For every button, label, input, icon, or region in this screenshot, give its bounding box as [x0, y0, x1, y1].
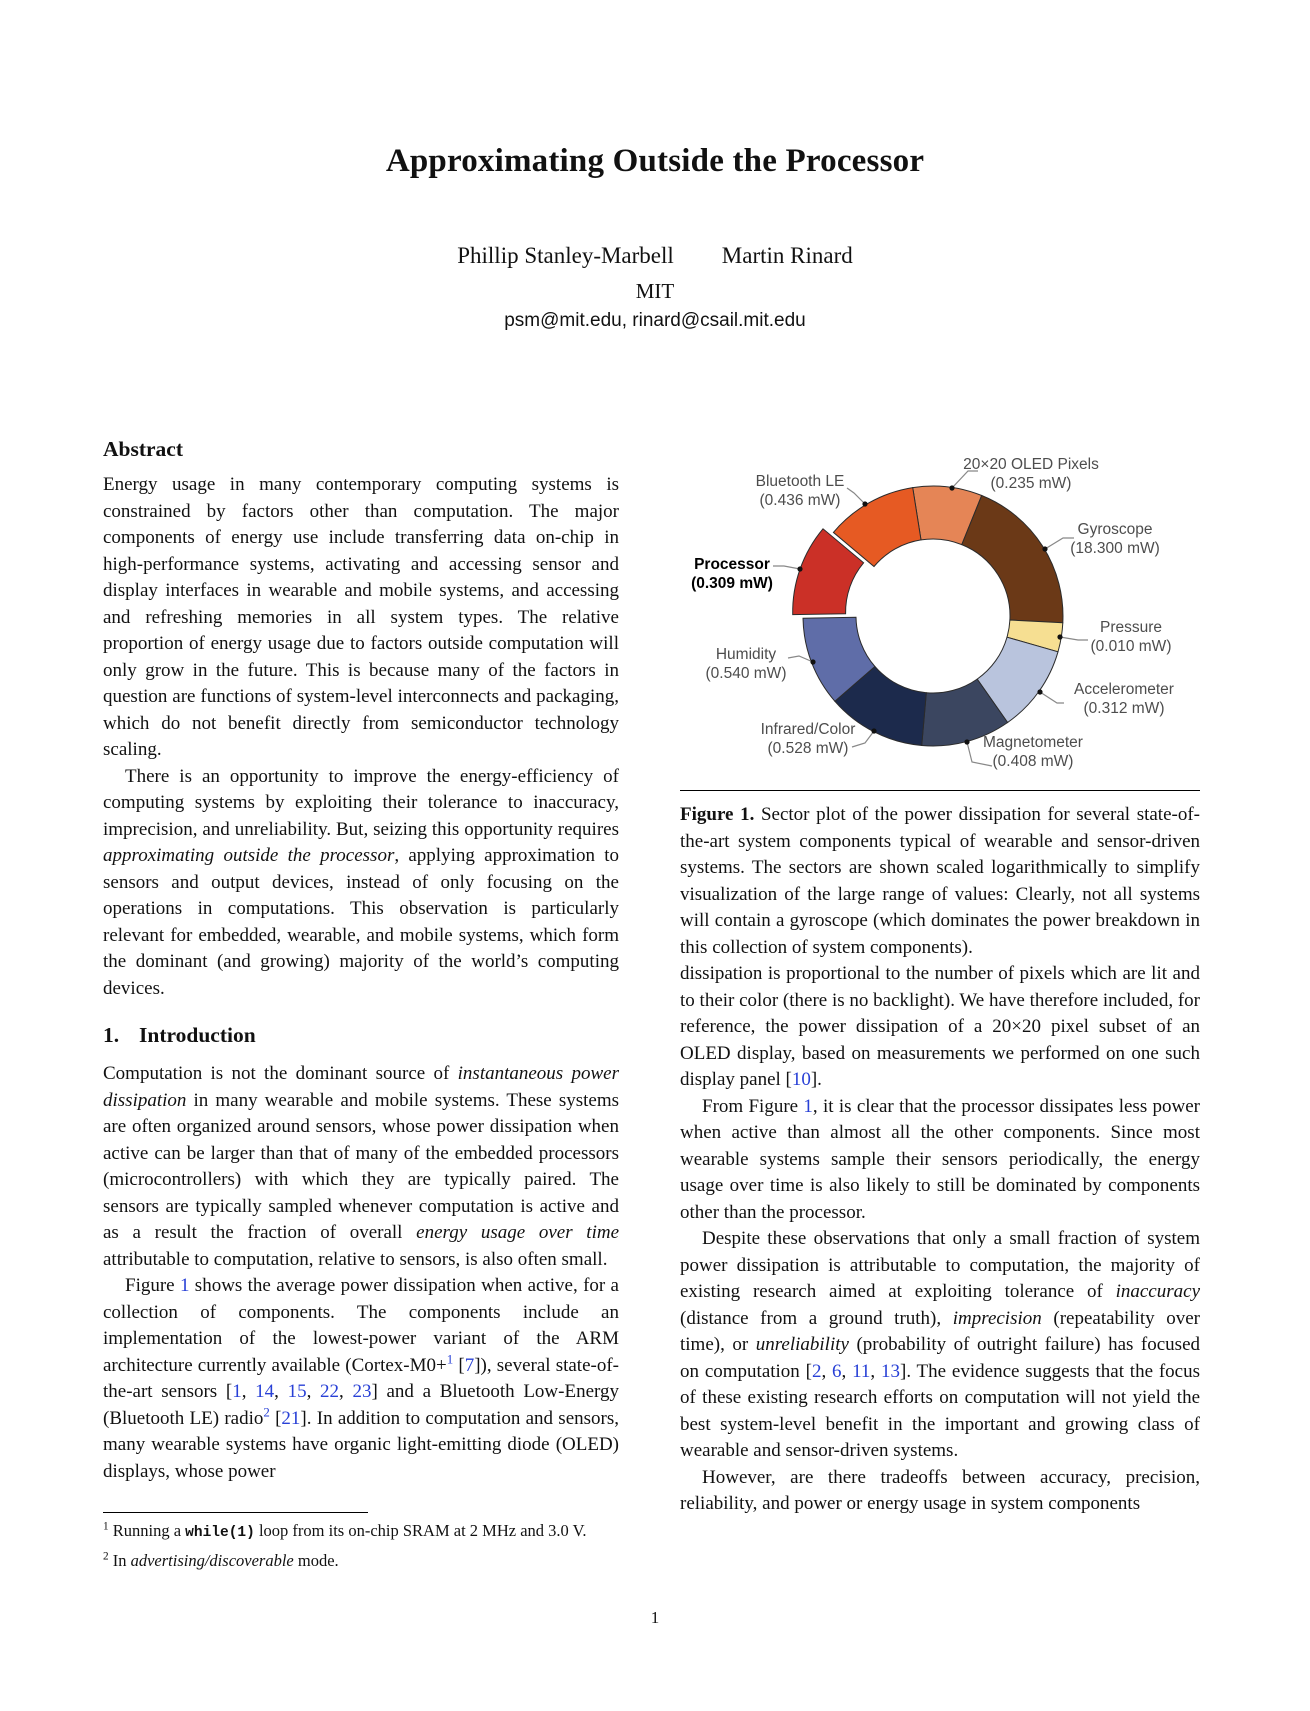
power-donut-chart [680, 415, 1200, 790]
body-paragraph: Computation is not the dominant source of instantaneous power dissipation in many wearable and mobile systems. These systems are often organized around sensors, whose power dissipation when active can be larger than that of many of the embedded processors (microcontrollers) with which they are typically paired. The sensors are typically sampled whenever computation is active and as a result the fraction of overall energy usage over time attributable to computation, relative to sensors, is also often small. [103, 1063, 620, 1270]
footnote-rule [103, 1512, 368, 1513]
leader-dot-magnetometer [964, 739, 969, 744]
affiliation: MIT [635, 279, 675, 303]
leader-dot-pressure [1057, 634, 1062, 639]
paper-title: Approximating Outside the Processor [385, 143, 925, 179]
abstract-paragraph: Energy usage in many contemporary computing systems is constrained by factors other than computation. The major components of energy use include transferring data on-chip in high-performance systems, activating and accessing sensor and display interfaces in wearable and mobile systems, and accessing and refreshing memories in all system types. The relative proportion of energy usage due to factors outside computation will only grow in the future. This is because many of the factors in question are functions of system-level interconnects and packaging, which do not benefit directly from semiconductor technology scaling. [103, 474, 619, 760]
body-paragraph: Despite these observations that only a small fraction of system power dissipation is attributable to computation, the majority of existing research aimed at exploiting tolerance of inaccuracy (distance from a ground truth), imprecision (repeatability over time), or unreliability (probability of outright failure) has focused on computation [2, 6, 11, 13]. The evidence suggests that the focus of these existing research efforts on computation will not yield the best system-level benefit in the important and growing class of wearable and sensor-driven systems. [680, 1228, 1201, 1461]
chart-label-oled: 20×20 OLED Pixels (0.235 mW) [963, 456, 1099, 492]
donut-slice-gyroscope [962, 496, 1063, 623]
chart-label-humidity: Humidity (0.540 mW) [705, 646, 787, 682]
author-row [0, 243, 1310, 269]
leader-dot-oled [949, 485, 954, 490]
leader-line-accelerometer [1040, 692, 1064, 703]
leader-dot-accelerometer [1037, 689, 1042, 694]
chart-label-gyroscope: Gyroscope (18.300 mW) [1070, 521, 1160, 557]
abstract-heading: Abstract [103, 437, 184, 461]
figure-caption: Figure 1. Sector plot of the power dissipation for several state-of-the-art system components typical of wearable and sensor-driven systems. The sectors are shown scaled logarithmically to simplify visualization of the large range of values: Clearly, not all systems will contain a gyroscope (which dominates the power breakdown in this collection of system components). [680, 804, 1200, 958]
citation-link[interactable]: 1 [179, 1275, 190, 1296]
footnote: $^1$ Running a while(1) loop from its on-chip SRAM at 2 MHz and 3.0 V. [103, 1520, 587, 1541]
footnote: $^2$ In advertising/discoverable mode. [103, 1550, 339, 1570]
leader-dot-gyroscope [1042, 546, 1047, 551]
citation-link[interactable]: 21 [281, 1407, 301, 1429]
leader-dot-processor [797, 566, 802, 571]
author-emails[interactable]: psm@mit.edu, rinard@csail.mit.edu [504, 310, 806, 331]
chart-label-pressure: Pressure (0.010 mW) [1090, 619, 1172, 655]
citation-link[interactable]: 1 [803, 1095, 813, 1117]
section-heading-introduction [103, 1022, 619, 1048]
leader-line-pressure [1060, 637, 1088, 640]
leader-dot-humidity [810, 659, 815, 664]
body-paragraph: However, are there tradeoffs between accuracy, precision, reliability, and power or energy usage in system components [680, 1466, 1200, 1514]
leader-dot-infrared [871, 728, 876, 733]
citation-link[interactable]: 22 [320, 1381, 340, 1402]
body-paragraph: dissipation is proportional to the number of pixels which are lit and to their color (there is no backlight). We have therefore included, for reference, the power dissipation of a 20×20 pixel subset of an OLED display, based on measurements we performed on one such display panel [10]. [680, 963, 1200, 1090]
citation-link[interactable]: 2 [263, 1404, 270, 1420]
left-column [103, 436, 619, 1485]
section-number: 1. [103, 1023, 120, 1047]
figure-caption-rule [680, 790, 1200, 791]
citation-link[interactable]: 10 [791, 1069, 811, 1090]
citation-link[interactable]: 14 [255, 1381, 275, 1402]
right-column [680, 415, 1200, 1518]
author-name: Martin Rinard [721, 243, 853, 268]
citation-link[interactable]: 1 [446, 1351, 454, 1367]
body-paragraph: From Figure 1, it is clear that the processor dissipates less power when active than almost all the other components. Since most wearable systems sample their sensors periodically, the energy usage over time is also likely to still be dominated by components other than the processor. [680, 1095, 1201, 1223]
citation-link[interactable]: 6 [832, 1360, 842, 1382]
footnotes [103, 1512, 619, 1578]
section-title: Introduction [139, 1023, 256, 1047]
citation-link[interactable]: 13 [881, 1360, 900, 1382]
page-number: 1 [650, 1608, 660, 1627]
citation-link[interactable]: 23 [352, 1381, 372, 1402]
leader-dot-bluetooth [862, 501, 867, 506]
figure-1 [680, 415, 1200, 961]
chart-label-accelerometer: Accelerometer (0.312 mW) [1074, 681, 1174, 717]
leader-line-processor [773, 566, 800, 569]
author-name: Phillip Stanley-Marbell [457, 243, 674, 268]
citation-link[interactable]: 7 [464, 1354, 475, 1376]
chart-label-bluetooth: Bluetooth LE (0.436 mW) [755, 473, 845, 509]
chart-label-magnetometer: Magnetometer (0.408 mW) [983, 734, 1083, 770]
abstract-paragraph: There is an opportunity to improve the energy-efficiency of computing systems by exploiting their tolerance to inaccuracy, imprecision, and unreliability. But, seizing this opportunity requires approximating outside the processor, applying approximation to sensors and output devices, instead of only focusing on the operations in computations. This observation is particularly relevant for embedded, wearable, and mobile systems, which form the dominant (and growing) majority of the world’s computing devices. [103, 765, 620, 999]
citation-link[interactable]: 2 [811, 1360, 822, 1382]
chart-label-infrared: Infrared/Color (0.528 mW) [760, 721, 856, 757]
citation-link[interactable]: 15 [287, 1381, 307, 1402]
citation-link[interactable]: 1 [232, 1381, 242, 1402]
citation-link[interactable]: 11 [852, 1360, 871, 1382]
body-paragraph: Figure 1 shows the average power dissipation when active, for a collection of components. The components include an implementation of the lowest-power variant of the ARM architecture currently available (Cortex-M0+$^1$ [7]), several state-of-the-art sensors [1, 14, 15, 22, 23] and a Bluetooth Low-Energy (Bluetooth LE) radio$^2$ [21]. In addition to computation and sensors, many wearable systems have organic light-emitting diode (OLED) displays, whose power [103, 1275, 620, 1482]
chart-label-processor: Processor (0.309 mW) [691, 556, 773, 592]
leader-line-bluetooth [847, 488, 865, 504]
